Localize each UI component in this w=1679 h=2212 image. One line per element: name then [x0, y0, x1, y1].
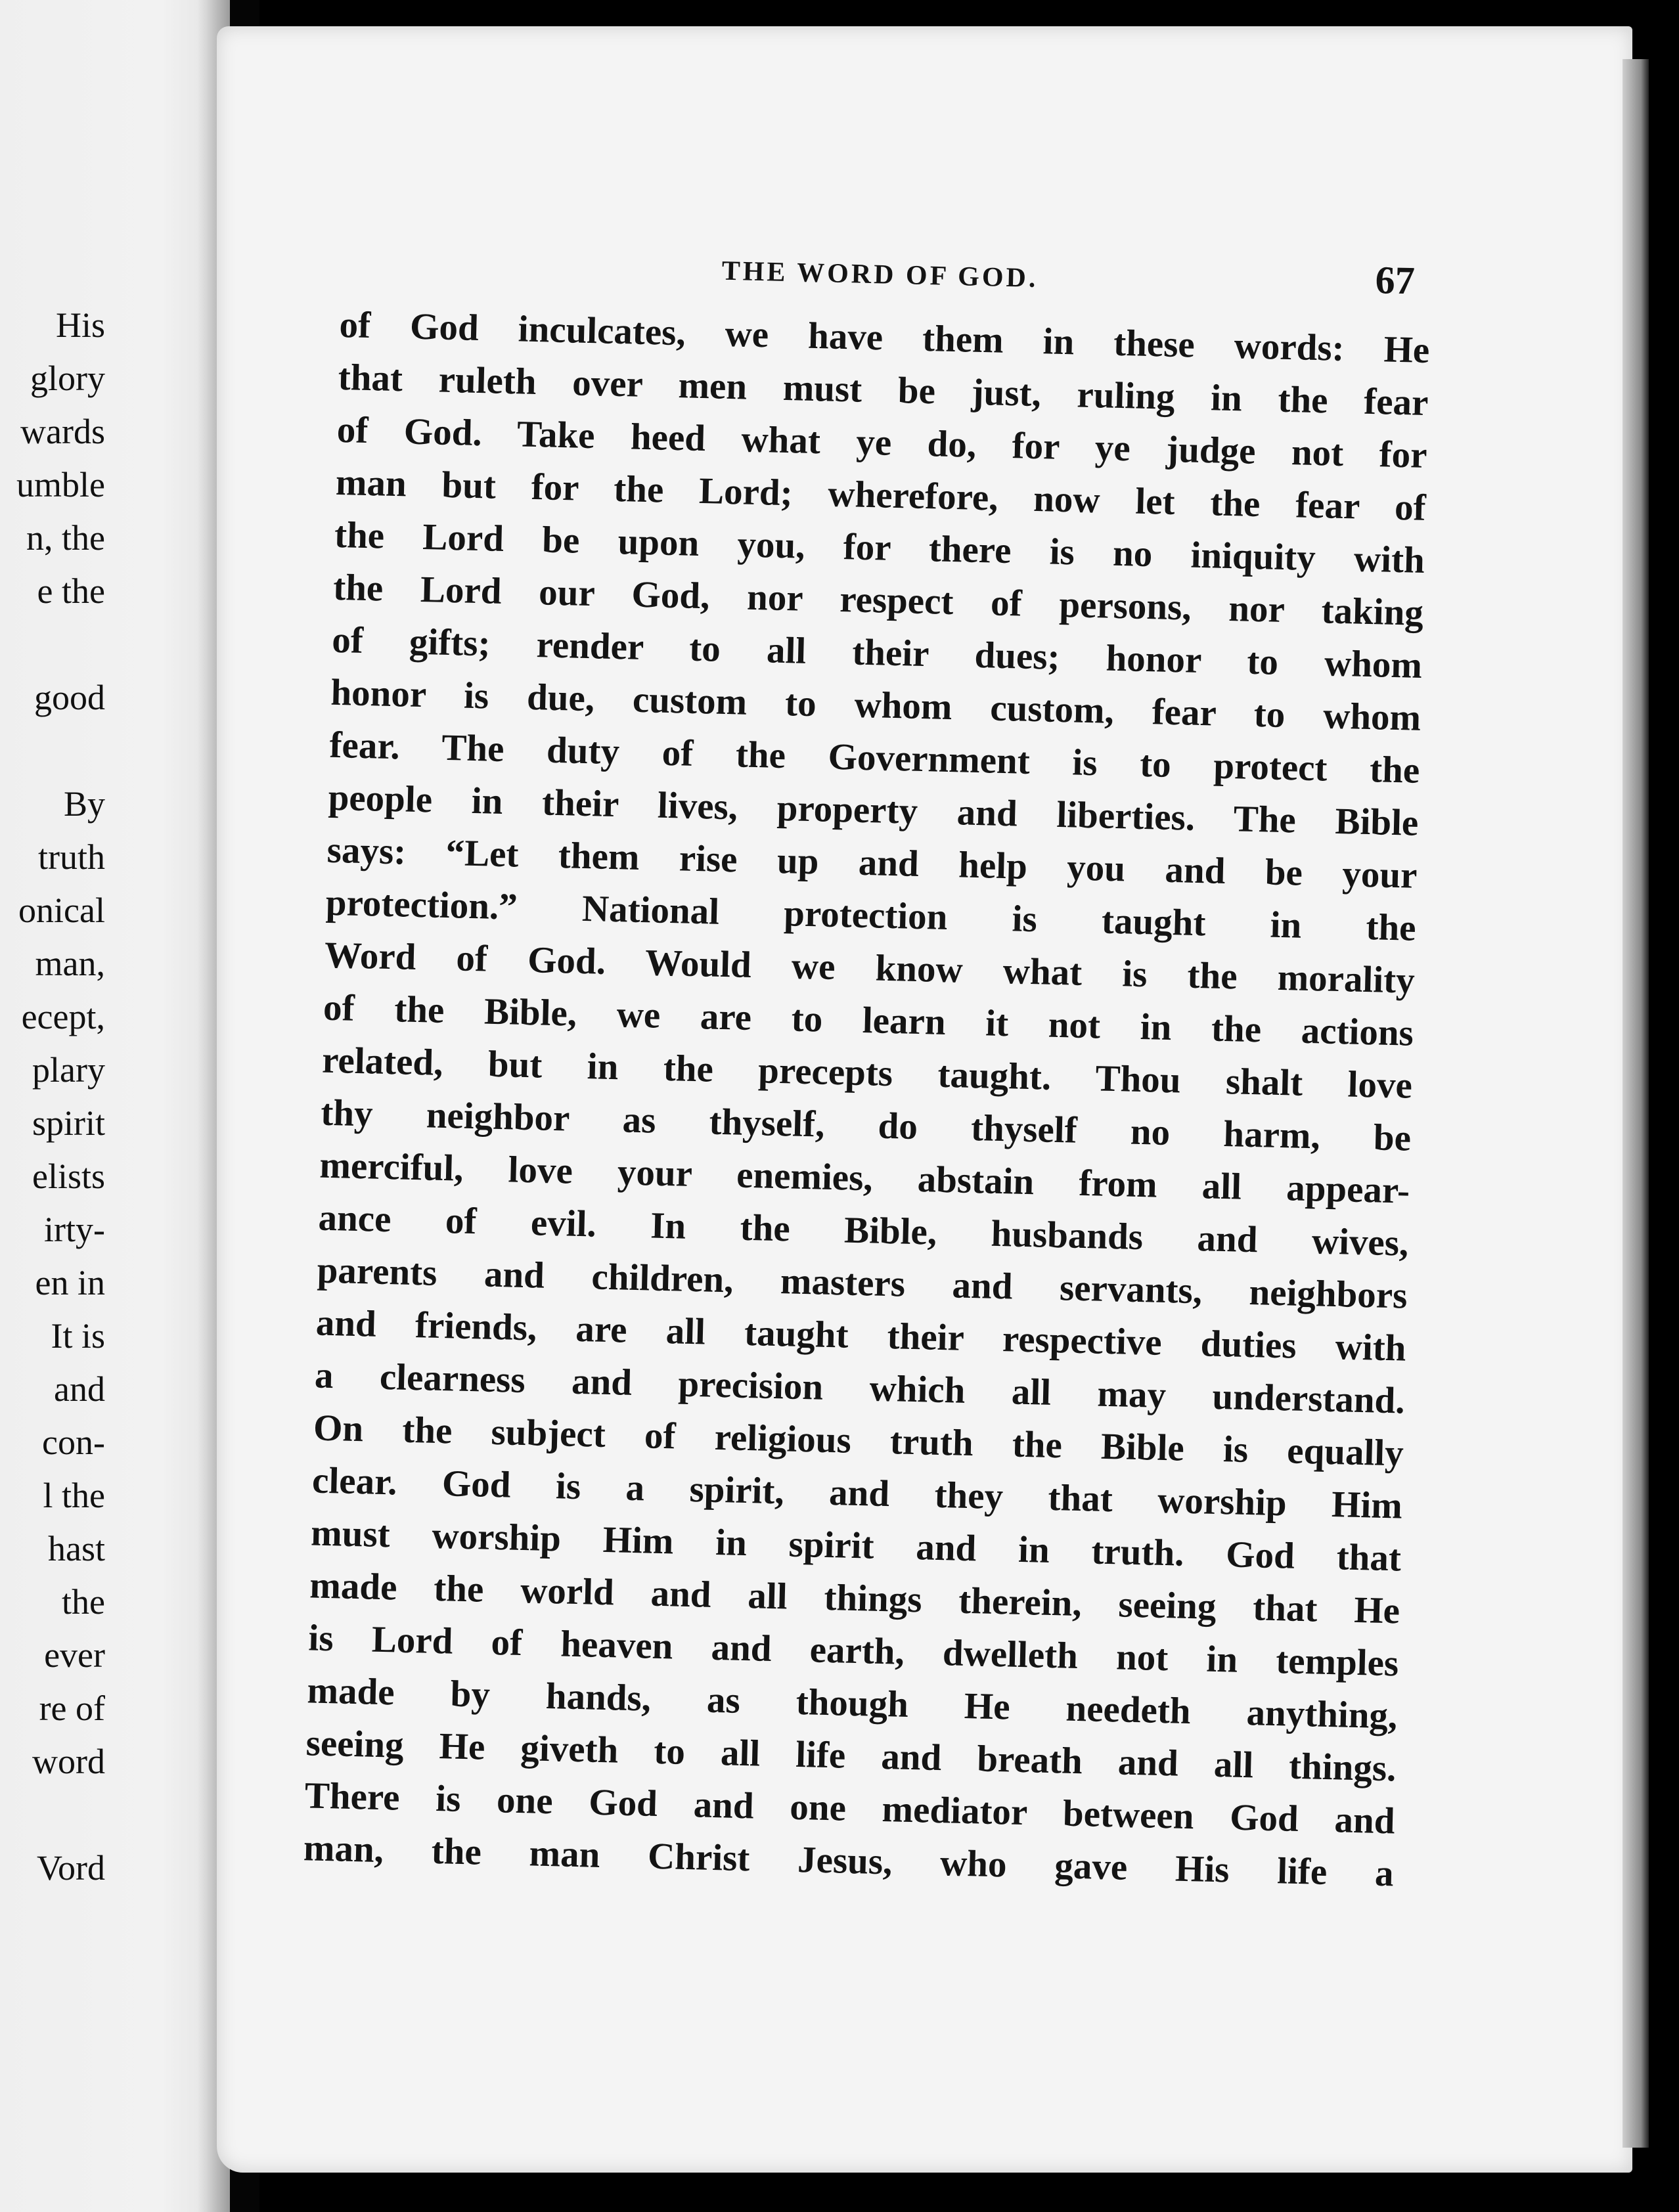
text-line: the Lord be upon you, for there is no iniquity with: [334, 514, 1425, 581]
facing-page-fragment: His: [55, 305, 105, 345]
page-content: [303, 233, 1431, 1900]
facing-page-fragment: n, the: [26, 518, 105, 558]
facing-page-fragment: irty-: [44, 1210, 105, 1249]
facing-page-fragment: By: [63, 784, 105, 824]
facing-page-fragment: re of: [39, 1689, 105, 1728]
text-line: man, the man Christ Jesus, who gave His life a: [303, 1827, 1395, 1895]
facing-page-fragment: wards: [20, 412, 105, 451]
facing-page-fragment: hast: [48, 1529, 105, 1568]
text-line: made the world and all things therein, seeing that He: [309, 1564, 1400, 1632]
facing-page-fragment: l the: [43, 1476, 105, 1515]
facing-page-fragment: umble: [16, 465, 105, 504]
facing-page-fragment: [0, 1788, 105, 1842]
facing-page-fragment: e the: [37, 571, 105, 611]
facing-page-fragment: plary: [32, 1050, 105, 1090]
facing-page-fragment: glory: [30, 359, 105, 398]
text-line: of gifts; render to all their dues; honor to whom: [331, 619, 1423, 686]
text-line: seeing He giveth to all life and breath and all things.: [305, 1722, 1397, 1790]
text-line: and friends, are all taught their respective duties with: [315, 1302, 1407, 1369]
text-line: of God inculcates, we have them in these words: He: [338, 303, 1430, 372]
text-line: There is one God and one mediator between God and: [304, 1775, 1396, 1842]
text-line: Word of God. Would we know what is the morality: [324, 934, 1416, 1002]
facing-page-fragment: word: [32, 1742, 105, 1781]
facing-page-fragment: spirit: [32, 1103, 105, 1143]
text-line: a clearness and precision which all may understand.: [314, 1354, 1406, 1422]
text-line: parents and children, masters and servants, neighbors: [317, 1249, 1408, 1317]
text-line: man but for the Lord; wherefore, now let the fear of: [335, 461, 1427, 529]
text-line: clear. God is a spirit, and they that worship Him: [311, 1459, 1403, 1527]
facing-page-fragment: en in: [35, 1263, 105, 1302]
page-edge: [1623, 59, 1649, 2148]
facing-page-fragment: and: [54, 1369, 105, 1409]
text-line: is Lord of heaven and earth, dwelleth not in temples: [307, 1617, 1399, 1685]
text-line: protection.” National protection is taught in the: [325, 881, 1417, 949]
facing-page-fragment: the: [62, 1582, 105, 1622]
facing-page-fragment: [0, 724, 105, 778]
text-line: thy neighbor as thyself, do thyself no harm, be: [320, 1092, 1412, 1159]
text-line: On the subject of religious truth the Bible is equally: [313, 1407, 1404, 1474]
body-text: [303, 299, 1430, 1900]
facing-page-fragment: onical: [18, 891, 105, 930]
facing-page-fragment: [0, 618, 105, 671]
text-line: that ruleth over men must be just, ruling in the fear: [338, 356, 1429, 424]
text-line: says: “Let them rise up and help you and be your: [326, 829, 1418, 896]
text-line: ance of evil. In the Bible, husbands and wives,: [317, 1197, 1409, 1264]
text-line: of God. Take heed what ye do, for ye judge not for: [336, 409, 1428, 477]
text-line: merciful, love your enemies, abstain from all appear-: [319, 1144, 1410, 1212]
facing-page-fragment: man,: [35, 944, 105, 983]
facing-page-fragment: Vord: [36, 1848, 105, 1888]
facing-page-fragment: truth: [38, 837, 105, 877]
facing-page-fragment: good: [34, 678, 105, 717]
text-line: must worship Him in spirit and in truth. God that: [310, 1512, 1402, 1580]
text-line: the Lord our God, nor respect of persons, nor taking: [332, 566, 1424, 634]
text-line: made by hands, as though He needeth anything,: [306, 1670, 1398, 1737]
text-line: of the Bible, we are to learn it not in the actions: [323, 986, 1414, 1054]
text-line: honor is due, custom to whom custom, fear to whom: [330, 671, 1422, 739]
page-number: 67: [1374, 258, 1416, 303]
facing-page-fragment: con-: [42, 1423, 105, 1462]
facing-page-fragment: ecept,: [21, 997, 105, 1036]
text-line: related, but in the precepts taught. Thou shalt love: [321, 1039, 1413, 1107]
running-title: THE WORD OF GOD.: [721, 255, 1039, 294]
facing-page: [0, 0, 230, 2212]
facing-page-text-fragments: [0, 299, 105, 1895]
text-line: fear. The duty of the Government is to protect the: [328, 724, 1420, 791]
facing-page-fragment: It is: [51, 1316, 105, 1356]
text-line: people in their lives, property and liberties. The Bible: [328, 776, 1420, 844]
facing-page-fragment: ever: [44, 1635, 105, 1675]
facing-page-fragment: elists: [32, 1157, 105, 1196]
